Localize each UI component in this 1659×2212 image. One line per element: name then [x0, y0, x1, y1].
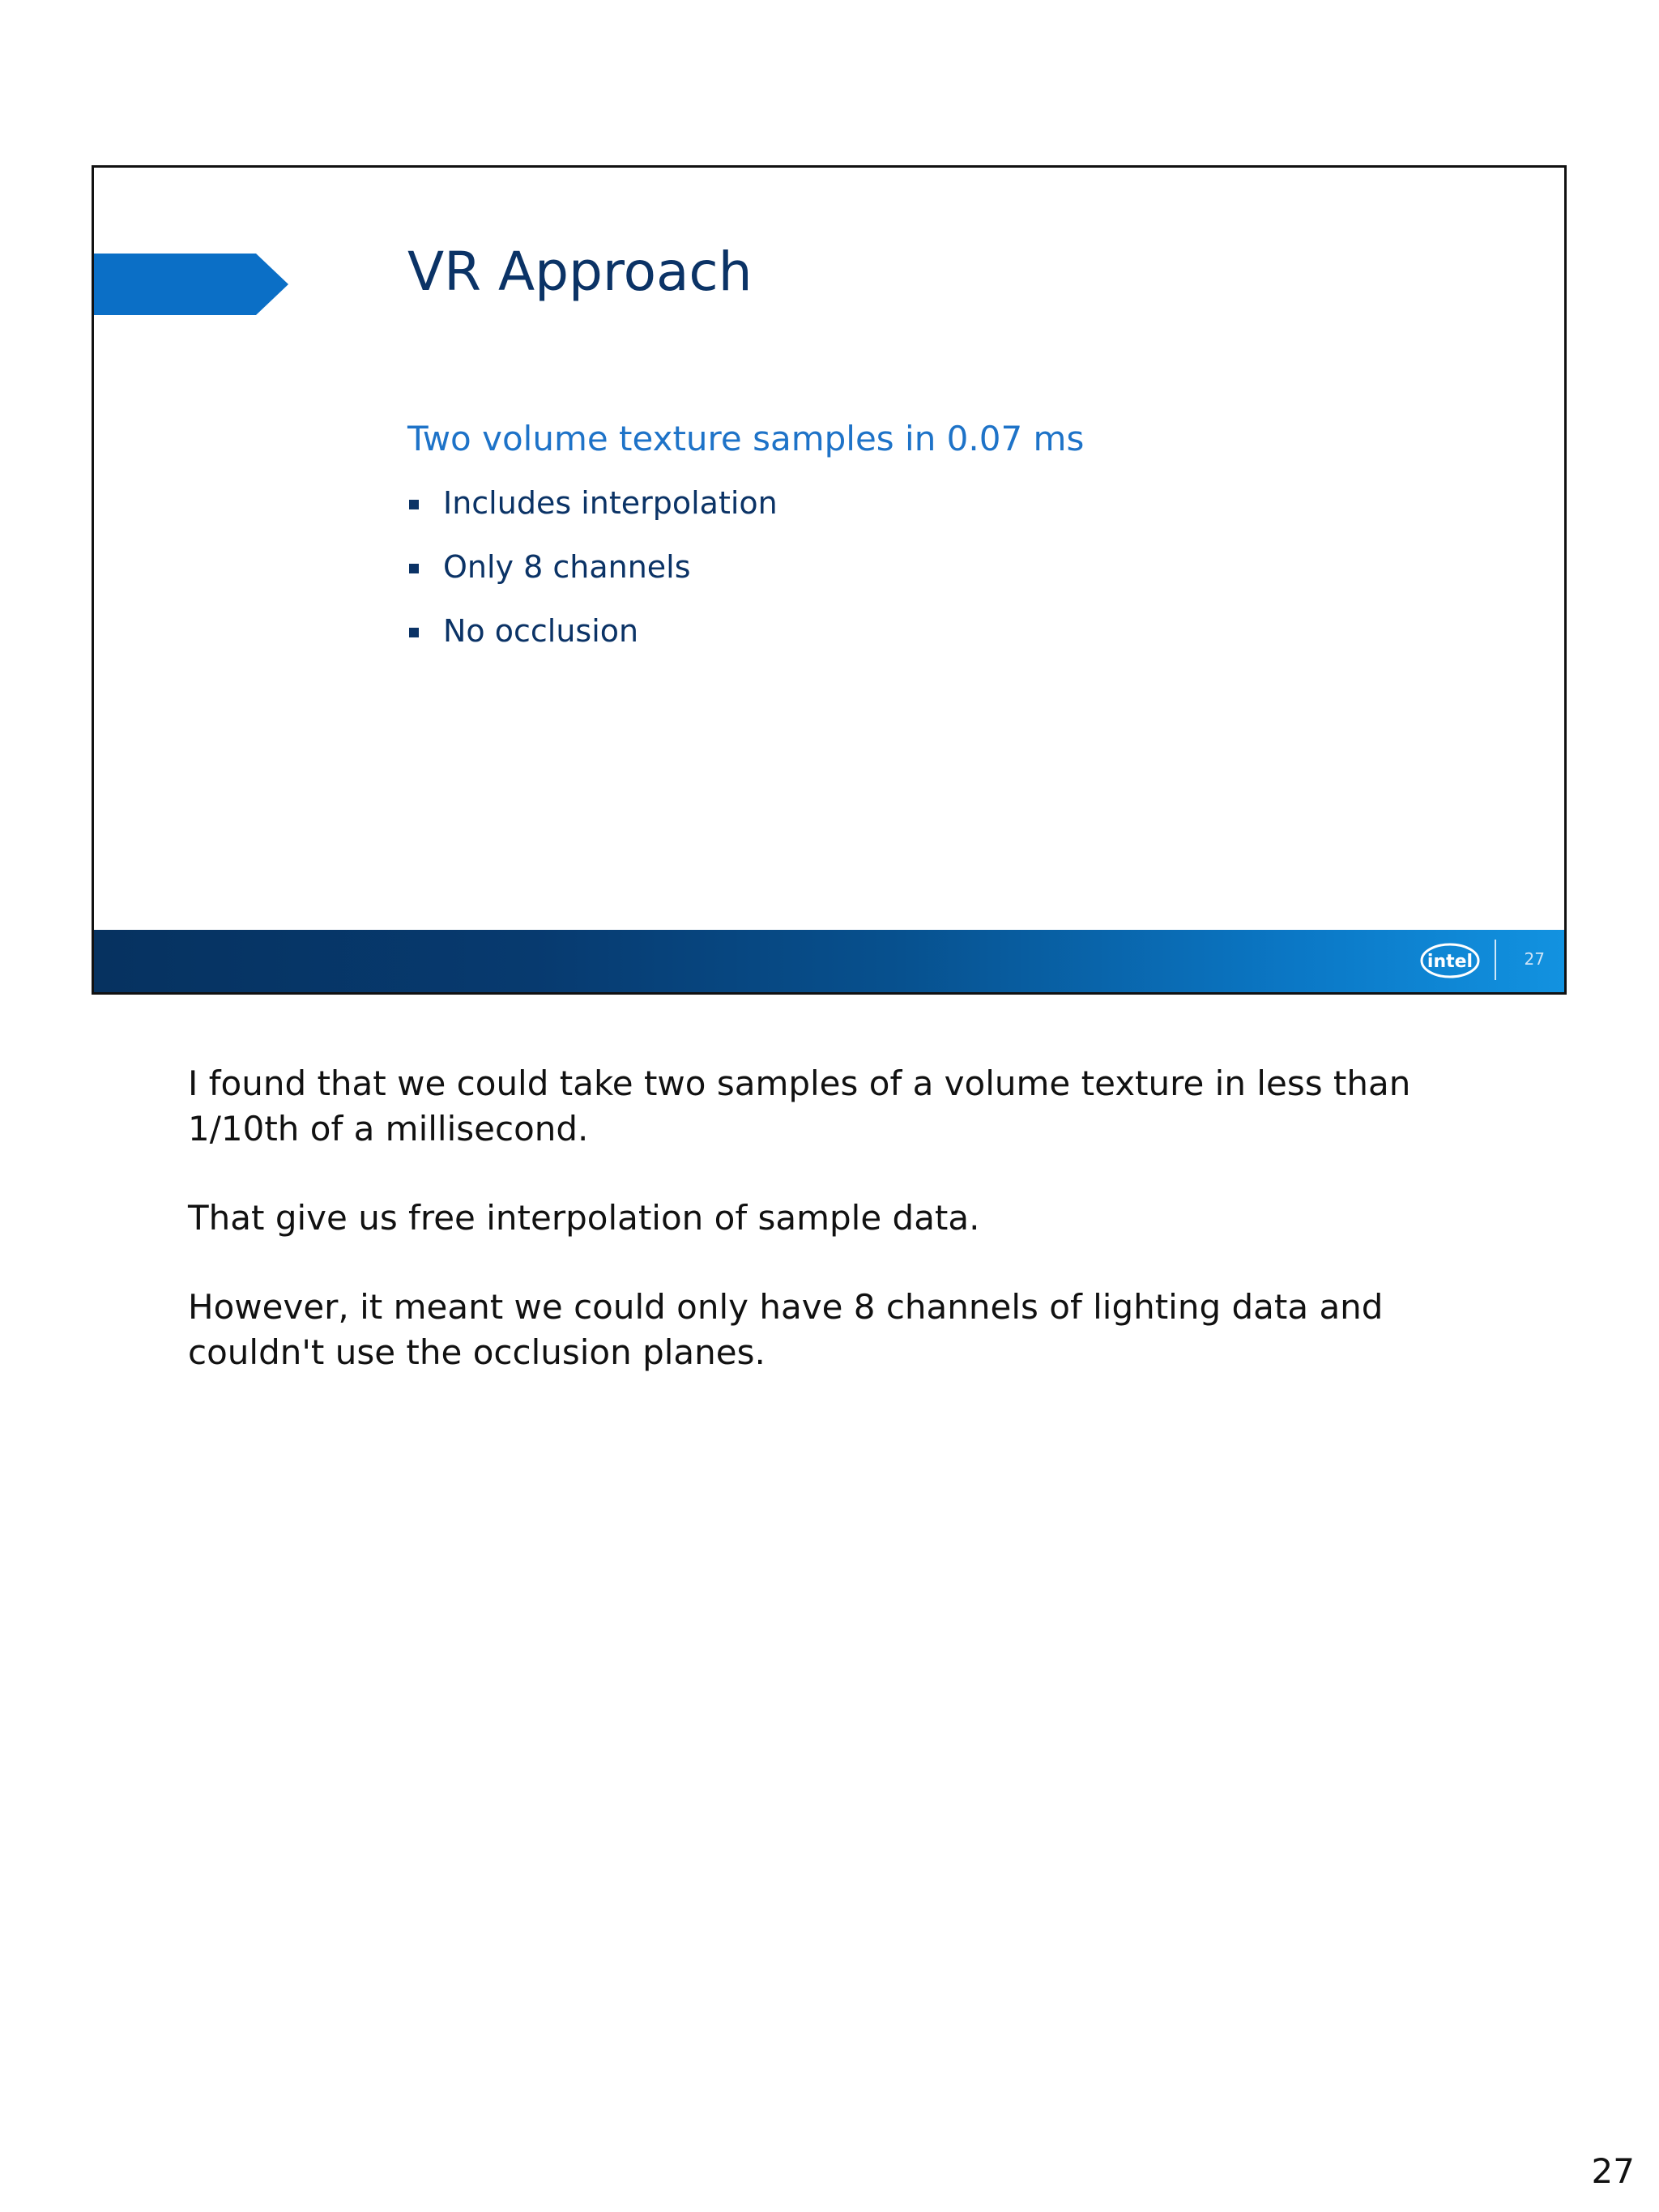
slide-footer-number: 27	[1524, 949, 1545, 969]
slide-bullet-list	[407, 485, 778, 677]
intel-logo-text: intel	[1427, 952, 1473, 972]
bullet-square-icon	[409, 500, 419, 509]
slide-title: VR Approach	[407, 241, 753, 303]
notes-paragraph: That give us free interpolation of sample data.	[188, 1198, 980, 1238]
slide-accent-arrow	[94, 254, 288, 315]
notes-paragraph: I found that we could take two samples of a volume texture in less than 1/10th of a millisecond.	[188, 1063, 1411, 1149]
intel-logo-icon	[1419, 940, 1481, 981]
slide-bullet-text: No occlusion	[443, 613, 639, 649]
bullet-square-icon	[409, 564, 419, 573]
notes-paragraph: However, it meant we could only have 8 channels of lighting data and couldn't use the occlusion planes.	[188, 1287, 1384, 1372]
slide-footer-bar	[94, 930, 1564, 992]
slide	[92, 165, 1567, 995]
slide-bullet-item	[407, 613, 778, 677]
bullet-square-icon	[409, 628, 419, 637]
slide-subtitle: Two volume texture samples in 0.07 ms	[407, 419, 1085, 458]
speaker-notes	[188, 1061, 1452, 1419]
slide-bullet-item	[407, 485, 778, 549]
footer-divider	[1495, 940, 1496, 980]
slide-bullet-item	[407, 549, 778, 613]
page-number: 27	[1591, 2151, 1635, 2191]
slide-bullet-text: Only 8 channels	[443, 549, 691, 585]
slide-bullet-text: Includes interpolation	[443, 485, 778, 521]
